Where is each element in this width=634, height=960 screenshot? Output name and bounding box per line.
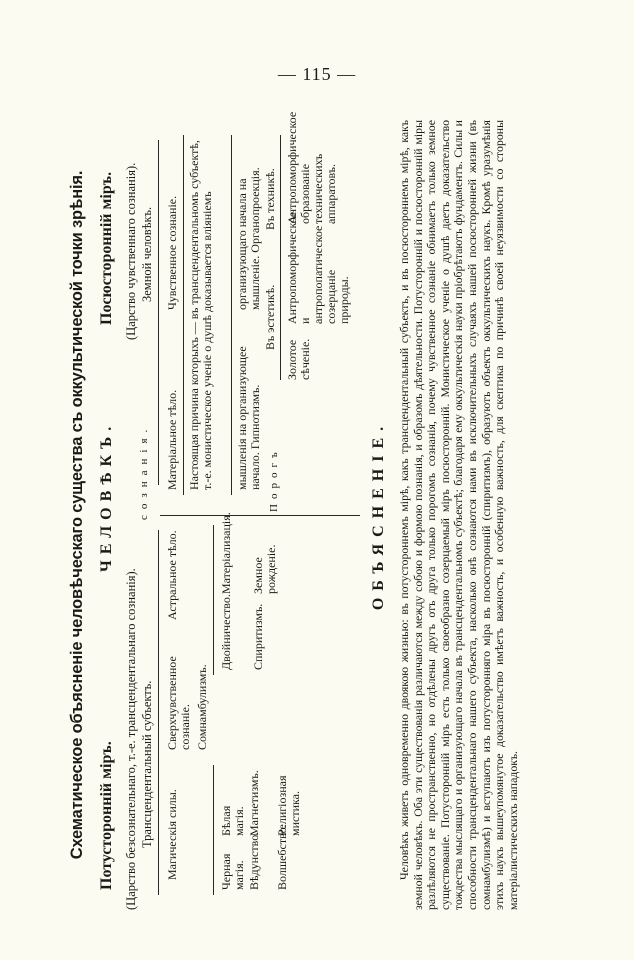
- white-magic: Бѣлая магія.: [219, 805, 246, 836]
- subtitle-left: (Царство безсознательнаго, т.-е. трансцендентальнаго сознанія).: [124, 568, 138, 910]
- brace-right: [158, 140, 159, 485]
- explanation-title: ОБЪЯСНЕНІЕ.: [370, 419, 387, 611]
- brace-magic: [213, 765, 214, 895]
- brace-aesthetics: [280, 135, 281, 380]
- material-body: Матеріальное тѣло.: [165, 389, 179, 490]
- spiritism: Спиритизмъ.: [251, 603, 265, 670]
- subtitle-right: (Царство чувственнаго сознанія).: [124, 162, 138, 340]
- somnambulism: Сомнамбулизмъ.: [195, 664, 209, 750]
- materialization: Матеріализація.: [219, 512, 233, 594]
- magic-forces: Магическія силы.: [165, 789, 179, 880]
- brace-astral: [213, 525, 214, 675]
- brace-cause: [183, 135, 184, 495]
- religious-mysticism: Религіозная мистика.: [275, 775, 302, 836]
- true-cause: Настоящая причина которыхъ — въ трансцендентальномъ субъектѣ, т.-е. монистическое ученіе о душѣ доказывается вліяніемъ: [187, 140, 214, 490]
- scheme-title: Схематическое объясненіе человѣческаго существа съ оккультической точки зрѣнія.: [68, 170, 86, 860]
- subtitle-left-2: Трансцендентальный субъектъ.: [140, 680, 154, 848]
- earthly-birth: Земное рожденіе.: [251, 544, 278, 594]
- heading-other-world: Потусторонній міръ.: [98, 741, 115, 890]
- page-number: — 115 —: [277, 64, 357, 84]
- anthropomorphic-apparatus: Антропоморфическое образованіе техническихъ аппаратовъ.: [285, 111, 338, 224]
- heading-human: ЧЕЛОВѢКЪ.: [98, 420, 115, 572]
- sensual-consciousness: Чувственное сознаніе.: [165, 195, 179, 310]
- golden-section: Золотое сѣченіе.: [285, 338, 312, 380]
- brace-thinking: [231, 135, 232, 495]
- in-aesthetics: Въ эстетикѣ.: [263, 284, 277, 350]
- heading-this-world: Посюсторонній міръ.: [98, 171, 115, 325]
- in-technics: Въ техникѣ.: [263, 168, 277, 230]
- threshold-label: Порогъ: [268, 447, 280, 512]
- explanation-text: Человѣкъ живетъ одновременно двоякою жизнью: въ потустороннемъ мірѣ, какъ трансцендентальный субъектъ, и въ посюстороннемъ мірѣ, какъ земной человѣкъ. Оба эти существованія различаются между собою и формою познанія, и образомъ дѣятельности. Потусторонній и посюсторонній міры разлѣляются не пространственно, но отдѣлены другъ отъ друга только порогомъ сознанія, почему чувственное сознаніе обнимаетъ только земное существованіе. Потусторонній міръ есть только своеобразно созерцаемый міръ посюсторонній. Монистическое ученіе о душѣ даетъ доказательство тождества мыслящаго и организующаго начала въ трансцендентальномъ субъектѣ; благодаря ему оккультическія науки пріобрѣтаютъ фундаментъ. Силы и способности трансцендентальнаго нашего субъекта, насколько онѣ сознаются нами въ исключительныхъ случаяхъ нашей посюсторонней жизни (въ сомнамбулизмѣ) и вступаютъ изъ потусторонняго міра въ посюсторонній (спиритизмъ), образуютъ объектъ оккультическихъ наукъ. Кромѣ уразумѣнія этихъ наукъ вышеупомянутое доказательство имѣетъ важность, и особенную важность, для скептика по причинѣ своей неуязвимости со стороны матеріалистическихъ нападокъ.: [397, 120, 520, 910]
- fortune-telling: Вѣдунство.: [247, 831, 261, 890]
- supersensual-consciousness: Сверхчувственное сознаніе.: [165, 656, 192, 750]
- magnetism: Магнетизмъ.: [247, 770, 261, 836]
- threshold-label-top: сознанія.: [138, 423, 150, 520]
- sorcery: Волшебство.: [275, 824, 289, 890]
- anthropomorphic-contemplation: Антропоморфическое и антропопатическое созерцаніе природы.: [285, 211, 351, 324]
- column-headings: [98, 120, 120, 910]
- organizing-influence: организующаго начала на мышленіе. Органопроекція.: [235, 167, 262, 310]
- duality: Двойничество.: [219, 594, 233, 670]
- black-magic: Черная магія.: [219, 853, 246, 890]
- rotated-content: [68, 111, 568, 910]
- subtitle-right-2: Земной человѣкъ.: [140, 206, 154, 302]
- threshold-line: [160, 515, 360, 516]
- thinking-influence: мышленія на организующее начало. Гипнотизмъ.: [235, 346, 262, 490]
- astral-body: Астральное тѣло.: [165, 530, 179, 620]
- brace-left: [158, 530, 159, 895]
